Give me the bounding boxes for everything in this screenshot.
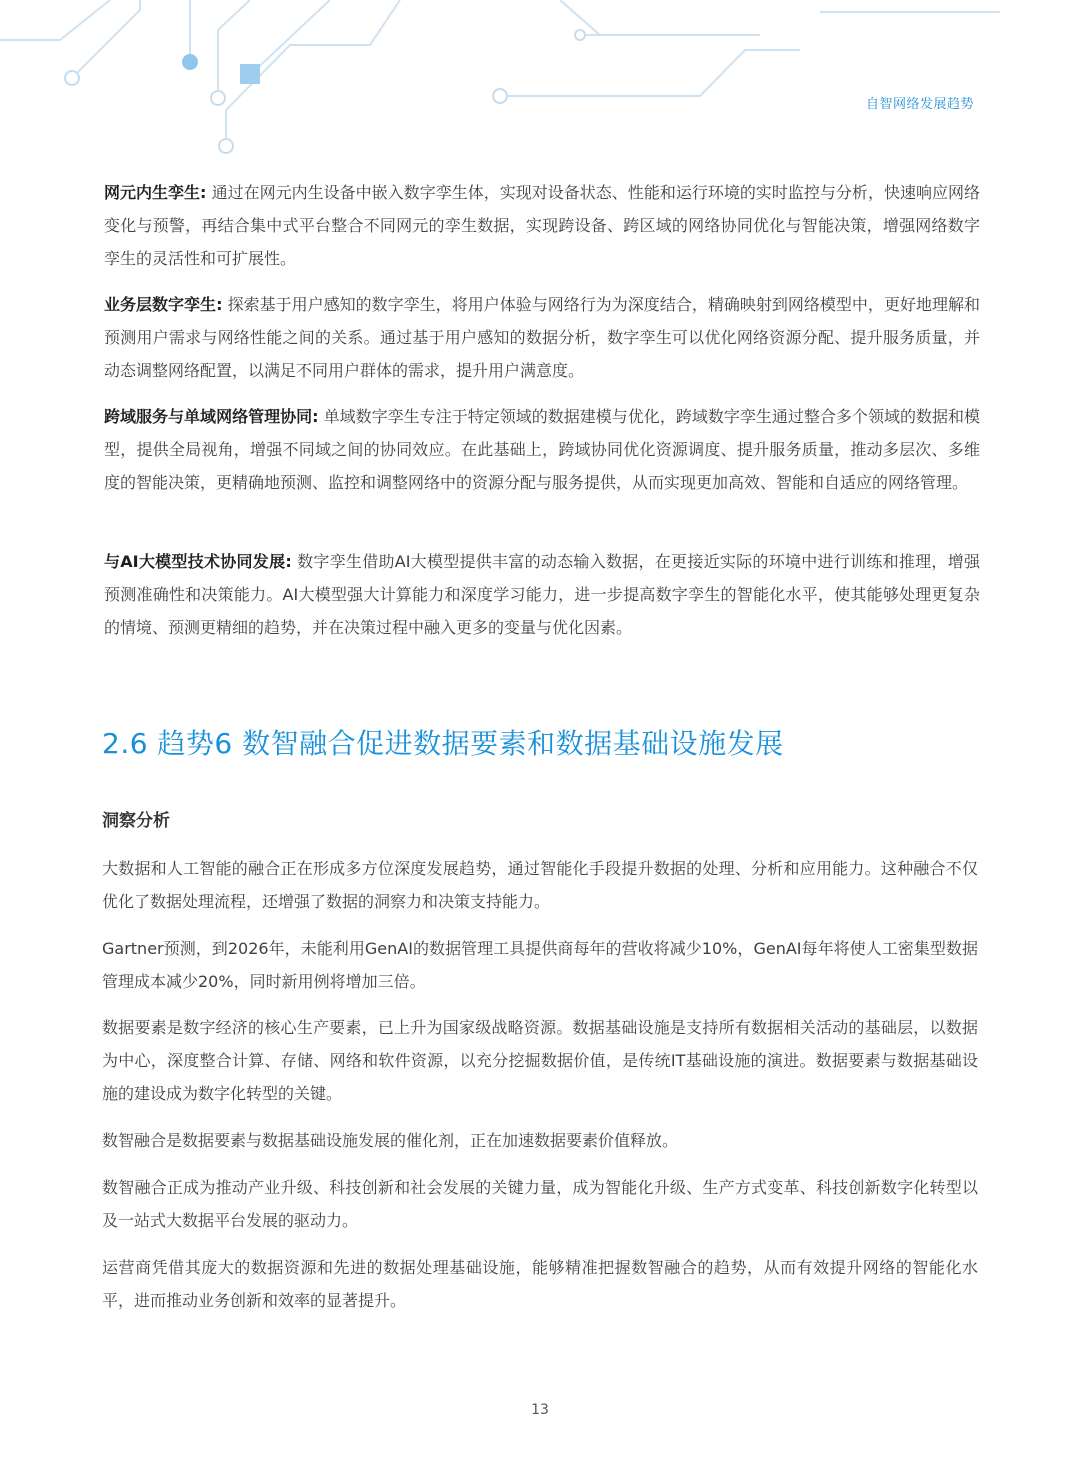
paragraph-body: 大数据和人工智能的融合正在形成多方位深度发展趋势，通过智能化手段提升数据的处理、分析和应用能力。这种融合不仅优化了数据处理流程，还增强了数据的洞察力和决策支持能力。 xyxy=(102,859,978,911)
paragraph-body: Gartner预测，到2026年，未能利用GenAI的数据管理工具提供商每年的营收将减少10%，GenAI每年将使人工密集型数据管理成本减少20%，同时新用例将增加三倍。 xyxy=(102,939,978,991)
header-title: 自智网络发展趋势 xyxy=(865,97,974,112)
paragraph-text: 探索基于用户感知的数字孪生，将用户体验与网络行为为深度结合，精确映射到网络模型中，更好地理解和预测用户需求与网络性能之间的关系。通过基于用户感知的数据分析，数字孪生可以优化网络资源分配、提升服务质量，并动态调整网络配置，以满足不同用户群体的需求，提升用户满意度。 xyxy=(104,295,980,380)
paragraph-service-twin xyxy=(104,288,980,387)
paragraph-cross-domain xyxy=(104,400,980,499)
paragraph-ai-model xyxy=(104,545,980,644)
section-title: 2.6 趋势6 数智融合促进数据要素和数据基础设施发展 xyxy=(102,727,784,760)
page-number: 13 xyxy=(531,1402,549,1418)
term-label: 业务层数字孪生: xyxy=(104,295,223,314)
paragraph-text: 单域数字孪生专注于特定领域的数据建模与优化，跨域数字孪生通过整合多个领域的数据和模型，提供全局视角，增强不同域之间的协同效应。在此基础上，跨域协同优化资源调度、提升服务质量，推动多层次、多维度的智能决策，更精确地预测、监控和调整网络中的资源分配与服务提供，从而实现更加高效、智能和自适应的网络管理。 xyxy=(104,407,980,492)
term-label: 跨域服务与单域网络管理协同: xyxy=(104,407,319,426)
paragraph-text: 通过在网元内生设备中嵌入数字孪生体，实现对设备状态、性能和运行环境的实时监控与分析，快速响应网络变化与预警，再结合集中式平台整合不同网元的孪生数据，实现跨设备、跨区域的网络协同优化与智能决策，增强网络数字孪生的灵活性和可扩展性。 xyxy=(104,183,981,268)
paragraph-body: 数智融合正成为推动产业升级、科技创新和社会发展的关键力量，成为智能化升级、生产方式变革、科技创新数字化转型以及一站式大数据平台发展的驱动力。 xyxy=(102,1178,978,1230)
paragraph-body: 数智融合是数据要素与数据基础设施发展的催化剂，正在加速数据要素价值释放。 xyxy=(102,1131,679,1150)
term-label: 与AI大模型技术协同发展: xyxy=(104,552,292,571)
paragraph-text: 数字孪生借助AI大模型提供丰富的动态输入数据，在更接近实际的环境中进行训练和推理，增强预测准确性和决策能力。AI大模型强大计算能力和深度学习能力，进一步提高数字孪生的智能化水平，使其能够处理更复杂的情境、预测更精细的趋势，并在决策过程中融入更多的变量与优化因素。 xyxy=(104,552,980,637)
term-label: 网元内生孪生: xyxy=(104,183,207,202)
paragraph-ne-twin xyxy=(104,176,980,275)
paragraph-body: 数据要素是数字经济的核心生产要素，已上升为国家级战略资源。数据基础设施是支持所有数据相关活动的基础层，以数据为中心，深度整合计算、存储、网络和软件资源，以充分挖掘数据价值，是传统IT基础设施的演进。数据要素与数据基础设施的建设成为数字化转型的关键。 xyxy=(102,1018,978,1103)
paragraph-body: 运营商凭借其庞大的数据资源和先进的数据处理基础设施，能够精准把握数智融合的趋势，从而有效提升网络的智能化水平，进而推动业务创新和效率的显著提升。 xyxy=(102,1258,978,1310)
circuit-decoration xyxy=(0,0,1080,160)
section-subtitle: 洞察分析 xyxy=(102,811,170,831)
